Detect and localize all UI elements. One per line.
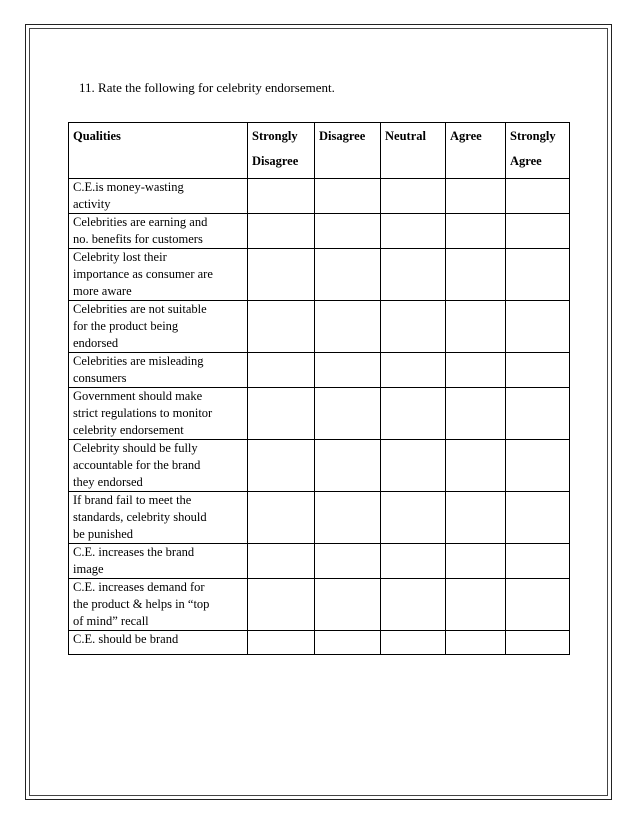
rating-cell-strongly-disagree[interactable]: [248, 492, 315, 544]
quality-cell: [69, 179, 248, 214]
rating-cell-neutral[interactable]: [381, 179, 446, 214]
rating-cell-strongly-agree[interactable]: [506, 214, 570, 249]
quality-text-line: be punished: [73, 527, 134, 541]
header-qualities: Qualities: [69, 123, 248, 179]
rating-cell-agree[interactable]: [446, 249, 506, 301]
quality-cell: [69, 301, 248, 353]
rating-cell-neutral[interactable]: [381, 214, 446, 249]
rating-cell-strongly-agree[interactable]: [506, 301, 570, 353]
table-row: [69, 440, 570, 492]
rating-cell-disagree[interactable]: [315, 440, 381, 492]
table-row: [69, 214, 570, 249]
header-disagree: Disagree: [315, 123, 381, 179]
quality-text-line: C.E.is money-wasting: [73, 180, 184, 194]
rating-cell-neutral[interactable]: [381, 388, 446, 440]
rating-cell-agree[interactable]: [446, 353, 506, 388]
quality-text-line: C.E. should be brand: [73, 632, 179, 646]
rating-cell-disagree[interactable]: [315, 492, 381, 544]
rating-cell-agree[interactable]: [446, 579, 506, 631]
rating-cell-neutral[interactable]: [381, 631, 446, 655]
rating-cell-strongly-agree[interactable]: [506, 631, 570, 655]
header-strongly-disagree: [248, 123, 315, 179]
rating-cell-agree[interactable]: [446, 214, 506, 249]
table-row: [69, 249, 570, 301]
quality-text-line: activity: [73, 197, 111, 211]
rating-cell-disagree[interactable]: [315, 214, 381, 249]
quality-text-line: Celebrities are earning and: [73, 215, 208, 229]
rating-cell-strongly-disagree[interactable]: [248, 179, 315, 214]
rating-cell-strongly-agree[interactable]: [506, 388, 570, 440]
rating-cell-disagree[interactable]: [315, 631, 381, 655]
table-row: [69, 631, 570, 655]
rating-cell-disagree[interactable]: [315, 544, 381, 579]
rating-cell-strongly-agree[interactable]: [506, 492, 570, 544]
quality-text-line: importance as consumer are: [73, 267, 213, 281]
quality-cell: [69, 249, 248, 301]
quality-text-line: more aware: [73, 284, 132, 298]
question-heading: 11. Rate the following for celebrity endorsement.: [79, 80, 335, 95]
header-strongly-agree-line1: Strongly: [510, 129, 556, 143]
rating-cell-disagree[interactable]: [315, 179, 381, 214]
rating-cell-disagree[interactable]: [315, 388, 381, 440]
rating-cell-neutral[interactable]: [381, 440, 446, 492]
rating-cell-strongly-agree[interactable]: [506, 579, 570, 631]
quality-text-line: C.E. increases demand for: [73, 580, 205, 594]
quality-text-line: for the product being: [73, 319, 179, 333]
quality-text-line: Government should make: [73, 389, 203, 403]
quality-text-line: Celebrities are misleading: [73, 354, 204, 368]
rating-cell-neutral[interactable]: [381, 492, 446, 544]
quality-text-line: celebrity endorsement: [73, 423, 184, 437]
quality-cell: [69, 388, 248, 440]
rating-cell-strongly-agree[interactable]: [506, 544, 570, 579]
quality-text-line: accountable for the brand: [73, 458, 201, 472]
rating-cell-agree[interactable]: [446, 492, 506, 544]
rating-cell-strongly-agree[interactable]: [506, 249, 570, 301]
quality-cell: [69, 544, 248, 579]
rating-cell-strongly-disagree[interactable]: [248, 249, 315, 301]
rating-table: [68, 122, 570, 655]
table-row: [69, 179, 570, 214]
quality-text-line: Celebrities are not suitable: [73, 302, 207, 316]
table-row: [69, 353, 570, 388]
header-strongly-agree: [506, 123, 570, 179]
rating-cell-strongly-disagree[interactable]: [248, 301, 315, 353]
quality-text-line: standards, celebrity should: [73, 510, 207, 524]
quality-text-line: of mind” recall: [73, 614, 149, 628]
rating-cell-disagree[interactable]: [315, 353, 381, 388]
header-neutral: Neutral: [381, 123, 446, 179]
table-row: [69, 492, 570, 544]
header-strongly-disagree-line1: Strongly: [252, 129, 298, 143]
quality-text-line: Celebrity should be fully: [73, 441, 198, 455]
rating-cell-disagree[interactable]: [315, 249, 381, 301]
rating-cell-strongly-disagree[interactable]: [248, 214, 315, 249]
rating-cell-strongly-agree[interactable]: [506, 353, 570, 388]
quality-text-line: Celebrity lost their: [73, 250, 167, 264]
rating-cell-disagree[interactable]: [315, 301, 381, 353]
rating-cell-neutral[interactable]: [381, 249, 446, 301]
table-row: [69, 579, 570, 631]
quality-text-line: endorsed: [73, 336, 119, 350]
quality-cell: [69, 631, 248, 655]
quality-text-line: C.E. increases the brand: [73, 545, 195, 559]
quality-text-line: no. benefits for customers: [73, 232, 203, 246]
quality-text-line: image: [73, 562, 104, 576]
rating-cell-strongly-disagree[interactable]: [248, 353, 315, 388]
table-row: [69, 544, 570, 579]
quality-cell: [69, 353, 248, 388]
table-row: [69, 301, 570, 353]
rating-cell-agree[interactable]: [446, 544, 506, 579]
quality-text-line: the product & helps in “top: [73, 597, 210, 611]
rating-cell-strongly-disagree[interactable]: [248, 544, 315, 579]
rating-cell-agree[interactable]: [446, 301, 506, 353]
header-strongly-disagree-line2: Disagree: [252, 154, 299, 168]
rating-cell-strongly-disagree[interactable]: [248, 440, 315, 492]
rating-cell-agree[interactable]: [446, 388, 506, 440]
quality-text-line: If brand fail to meet the: [73, 493, 192, 507]
quality-text-line: strict regulations to monitor: [73, 406, 213, 420]
quality-text-line: they endorsed: [73, 475, 143, 489]
rating-cell-disagree[interactable]: [315, 579, 381, 631]
table-row: [69, 388, 570, 440]
quality-cell: [69, 214, 248, 249]
rating-cell-agree[interactable]: [446, 440, 506, 492]
rating-cell-neutral[interactable]: [381, 544, 446, 579]
rating-cell-strongly-agree[interactable]: [506, 440, 570, 492]
rating-cell-strongly-agree[interactable]: [506, 179, 570, 214]
header-agree: Agree: [446, 123, 506, 179]
rating-cell-agree[interactable]: [446, 179, 506, 214]
rating-cell-neutral[interactable]: [381, 301, 446, 353]
quality-text-line: consumers: [73, 371, 127, 385]
rating-cell-strongly-disagree[interactable]: [248, 388, 315, 440]
rating-cell-agree[interactable]: [446, 631, 506, 655]
rating-cell-strongly-disagree[interactable]: [248, 579, 315, 631]
rating-cell-neutral[interactable]: [381, 353, 446, 388]
quality-cell: [69, 579, 248, 631]
rating-cell-neutral[interactable]: [381, 579, 446, 631]
quality-cell: [69, 492, 248, 544]
header-strongly-agree-line2: Agree: [510, 154, 542, 168]
table-header-row: [69, 123, 570, 179]
quality-cell: [69, 440, 248, 492]
rating-cell-strongly-disagree[interactable]: [248, 631, 315, 655]
